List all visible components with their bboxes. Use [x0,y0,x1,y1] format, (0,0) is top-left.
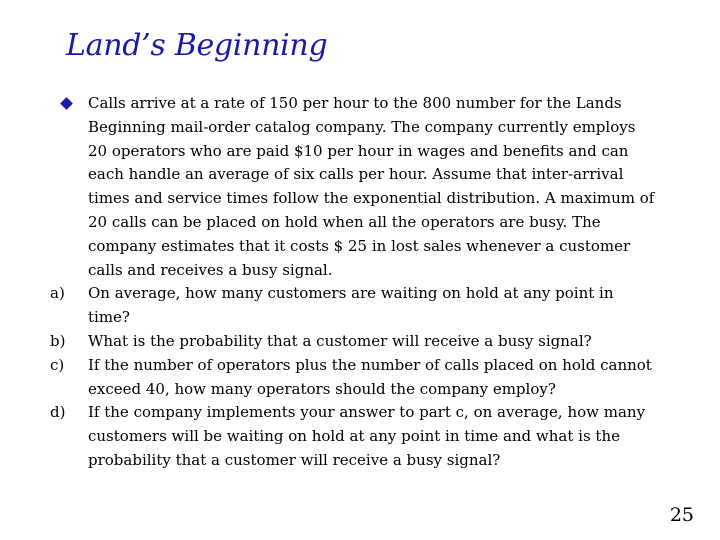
intro-paragraph [48,92,658,282]
question-a-text: On average, how many customers are waiting on hold at any point in time? [88,284,614,327]
question-a-marker: a) [50,284,65,303]
question-c [48,354,658,402]
slide-title: Land’s Beginning [66,28,328,63]
question-b-text: What is the probability that a customer will receive a busy signal? [88,331,592,350]
question-d-text: If the company implements your answer to part c, on average, how many customers will be waiting on hold at any point in time and what is the probability that a customer will receive a busy signal? [88,403,646,469]
slide-body-list [48,92,658,473]
intro-text: Calls arrive at a rate of 150 per hour to the 800 number for the Lands Beginning mail-order catalog company. The company currently employs 20 operators who are paid $10 per hour in wages and benefits and can each handle an average of six calls per hour. Assume that inter-arrival times and service times follow the exponential distribution. A maximum of 20 calls can be placed on hold when all the operators are busy. The company estimates that it costs $ 25 in lost sales whenever a customer calls and receives a busy signal. [88,94,655,279]
question-c-marker: c) [50,355,65,374]
question-b [48,330,658,354]
question-d-marker: d) [50,403,66,422]
question-d [48,401,658,472]
question-b-marker: b) [50,331,66,350]
diamond-bullet-icon [48,92,84,116]
question-a [48,282,658,330]
page-number: 25 [669,504,694,526]
question-c-text: If the number of operators plus the number of calls placed on hold cannot exceed 40, how many operators should the company employ? [88,355,652,398]
